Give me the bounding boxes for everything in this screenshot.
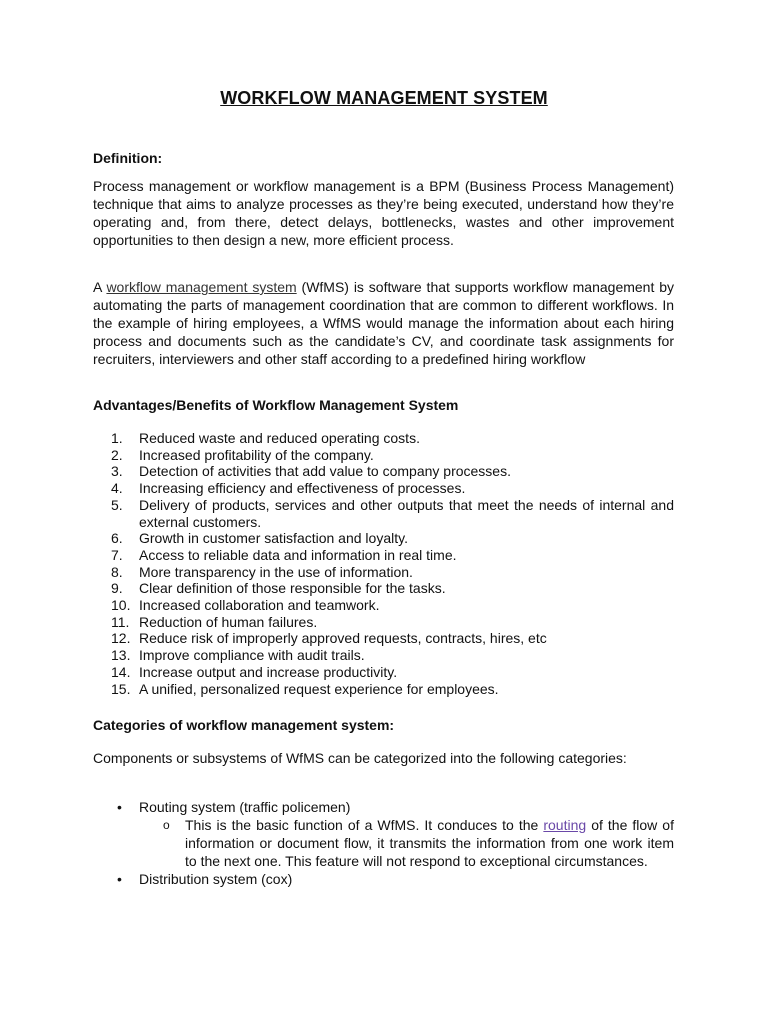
wfms-link[interactable]: workflow management system <box>106 279 297 295</box>
list-item <box>93 630 674 647</box>
list-item-number: 14. <box>111 663 131 680</box>
list-item-number: 10. <box>111 597 131 614</box>
categories-list <box>93 798 674 888</box>
bullet-icon: • <box>117 871 122 887</box>
list-item-number: 2. <box>111 446 123 463</box>
routing-desc-suffix: of the flow of information or document flow, it transmits the information from one work item to the next one. This feature will not respond to exceptional circumstances. <box>185 817 674 869</box>
list-item-number: 6. <box>111 530 123 547</box>
list-item <box>93 463 674 480</box>
list-item-number: 3. <box>111 463 123 480</box>
list-item <box>93 664 674 681</box>
categories-heading: Categories of workflow management system: <box>93 717 395 733</box>
list-item-text: Increased profitability of the company. <box>139 446 374 463</box>
routing-sub-list <box>139 816 674 870</box>
list-item <box>93 430 674 447</box>
list-item <box>93 681 674 698</box>
page-title: WORKFLOW MANAGEMENT SYSTEM <box>220 88 548 108</box>
list-item-text: Increase output and increase productivity. <box>139 663 398 680</box>
list-item-number: 4. <box>111 480 123 497</box>
definition-heading: Definition: <box>93 150 163 166</box>
list-item-number: 12. <box>111 630 131 647</box>
list-item <box>93 564 674 581</box>
list-item-number: 5. <box>111 496 123 513</box>
advantages-list <box>93 430 674 697</box>
list-item-text: Growth in customer satisfaction and loyalty. <box>139 530 408 547</box>
list-item-text: Reduction of human failures. <box>139 613 318 630</box>
routing-label: Routing system (traffic policemen) <box>139 799 351 815</box>
list-item <box>93 547 674 564</box>
list-item-text: Reduced waste and reduced operating costs. <box>139 430 420 446</box>
bullet-icon: • <box>117 799 122 815</box>
list-item-number: 8. <box>111 563 123 580</box>
circle-bullet-icon: o <box>163 818 170 832</box>
definition-paragraph: Process management or workflow management is a BPM (Business Process Management) technique that aims to analyze processes as they’re being executed, understand how they’re operating and, from there, detect delays, bottlenecks, wastes and other improvement opportunities to then design a new, more efficient process. <box>93 178 674 248</box>
list-item <box>93 870 674 888</box>
wfms-paragraph <box>93 278 674 368</box>
list-item-text: More transparency in the use of information. <box>139 563 413 580</box>
list-item <box>139 816 674 870</box>
list-item-number: 1. <box>111 430 123 446</box>
list-item-number: 9. <box>111 580 123 597</box>
distribution-label: Distribution system (cox) <box>139 871 293 887</box>
list-item-number: 11. <box>111 613 130 630</box>
wfms-suffix: (WfMS) is software that supports workflow management by automating the parts of management coordination that are common to different workflows. In the example of hiring employees, a WfMS would manage the information about each hiring process and documents such as the candidate’s CV, and coordinate task assignments for recruiters, interviewers and other staff according to a predefined hiring workflow <box>93 279 674 367</box>
list-item-number: 15. <box>111 680 131 697</box>
list-item <box>93 480 674 497</box>
list-item-text: Delivery of products, services and other outputs that meet the needs of internal and external customers. <box>139 496 674 530</box>
categories-intro: Components or subsystems of WfMS can be categorized into the following categories: <box>93 750 627 766</box>
list-item-text: Improve compliance with audit trails. <box>139 647 365 664</box>
list-item <box>93 530 674 547</box>
list-item-number: 7. <box>111 546 123 563</box>
list-item-text: Increasing efficiency and effectiveness of processes. <box>139 480 466 497</box>
routing-desc-prefix: This is the basic function of a WfMS. It conduces to the <box>185 817 544 833</box>
list-item-text: Clear definition of those responsible for the tasks. <box>139 580 446 597</box>
list-item-text: Detection of activities that add value to company processes. <box>139 463 511 480</box>
wfms-prefix: A <box>93 279 107 295</box>
list-item <box>93 580 674 597</box>
list-item-text: Reduce risk of improperly approved requests, contracts, hires, etc <box>139 630 547 647</box>
list-item-number: 13. <box>111 647 131 664</box>
list-item-text: Access to reliable data and information in real time. <box>139 546 457 563</box>
list-item <box>93 447 674 464</box>
routing-link[interactable]: routing <box>543 817 587 833</box>
advantages-heading: Advantages/Benefits of Workflow Management System <box>93 397 459 413</box>
list-item <box>93 647 674 664</box>
list-item <box>93 497 674 530</box>
list-item-text: A unified, personalized request experience for employees. <box>139 680 499 697</box>
list-item <box>93 798 674 870</box>
list-item-text: Increased collaboration and teamwork. <box>139 597 380 614</box>
list-item <box>93 597 674 614</box>
list-item <box>93 614 674 631</box>
